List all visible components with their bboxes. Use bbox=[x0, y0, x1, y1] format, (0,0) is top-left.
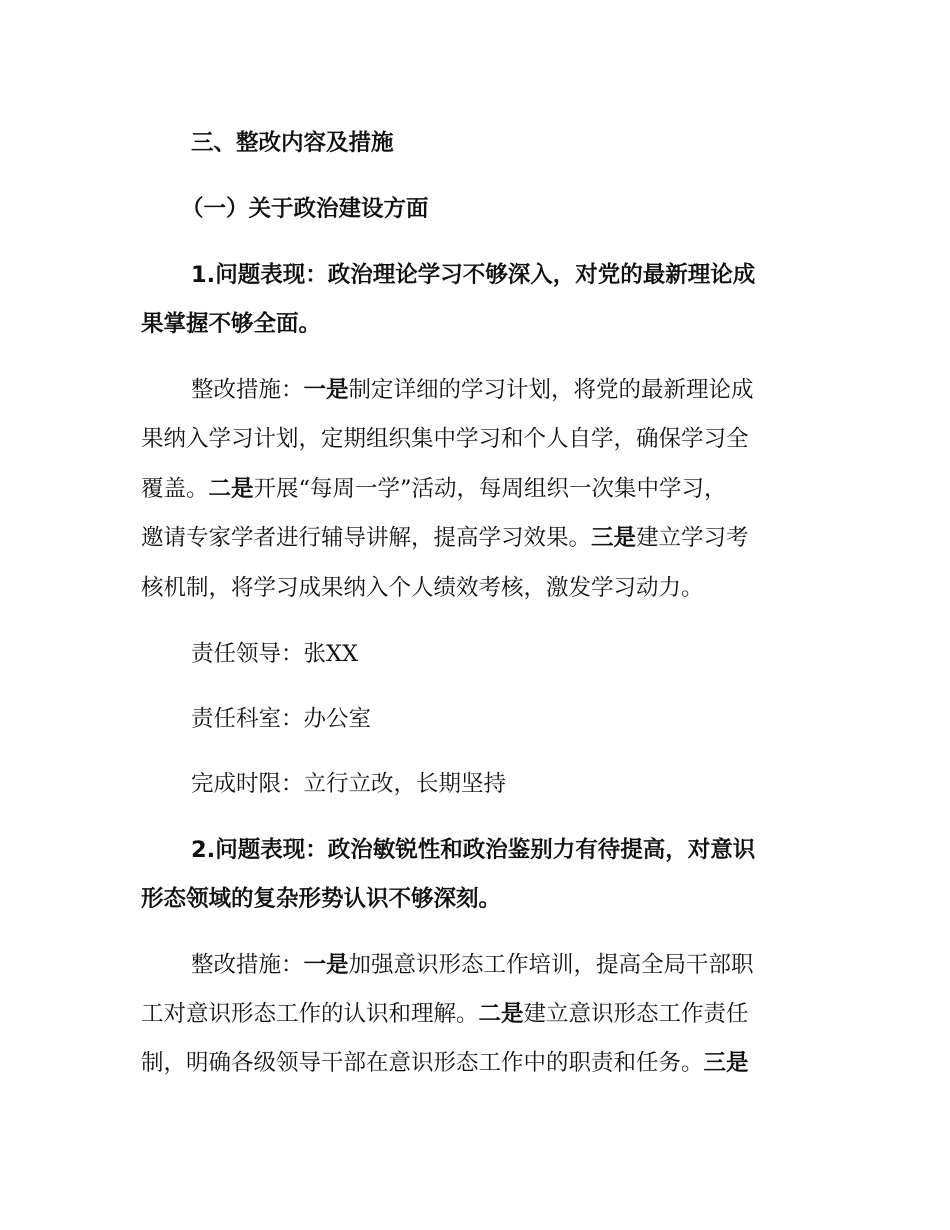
measure-marker-second: 二是 bbox=[478, 1001, 524, 1027]
measure-text: 工对意识形态工作的认识和理解。 bbox=[141, 1001, 479, 1027]
measure-marker-second: 二是 bbox=[208, 476, 254, 502]
item1-responsible-leader: 责任领导：张XX bbox=[191, 641, 359, 667]
item1-deadline: 完成时限：立行立改，长期坚持 bbox=[191, 771, 507, 797]
measure-text: 邀请专家学者进行辅导讲解，提高学习效果。 bbox=[141, 525, 592, 551]
measures-label: 整改措施： bbox=[191, 952, 304, 978]
item1-measures-line: 果纳入学习计划，定期组织集中学习和个人自学，确保学习全 bbox=[141, 426, 749, 452]
measure-text: 建立意识形态工作责任 bbox=[523, 1001, 749, 1027]
item1-measures-line: 核机制，将学习成果纳入个人绩效考核，激发学习动力。 bbox=[141, 575, 704, 601]
measure-text: 制定详细的学习计划，将党的最新理论成 bbox=[348, 377, 754, 403]
item1-measures-line bbox=[141, 473, 727, 505]
measure-text: 制，明确各级领导干部在意识形态工作中的职责和任务。 bbox=[141, 1050, 704, 1076]
item2-problem-line: 形态领域的复杂形势认识不够深刻。 bbox=[141, 886, 502, 912]
item2-measures-line bbox=[191, 949, 754, 981]
measure-text: 加强意识形态工作培训，提高全局干部职 bbox=[348, 952, 754, 978]
section-heading: 三、整改内容及措施 bbox=[191, 130, 394, 156]
item2-problem-line: 2.问题表现：政治敏锐性和政治鉴别力有待提高，对意识 bbox=[191, 837, 756, 863]
item2-measures-line bbox=[141, 998, 749, 1030]
measure-marker-third: 三是 bbox=[703, 1050, 749, 1076]
subsection-heading: （一）关于政治建设方面 bbox=[181, 196, 429, 222]
measure-marker-first: 一是 bbox=[303, 377, 349, 403]
item1-problem-line: 果掌握不够全面。 bbox=[141, 311, 322, 337]
item1-responsible-department: 责任科室：办公室 bbox=[191, 706, 372, 732]
item1-measures-line bbox=[141, 522, 749, 554]
item1-problem-line: 1.问题表现：政治理论学习不够深入，对党的最新理论成 bbox=[191, 262, 756, 288]
measures-label: 整改措施： bbox=[191, 377, 304, 403]
item1-measures-line bbox=[191, 374, 754, 406]
item2-measures-line bbox=[141, 1047, 749, 1079]
measure-marker-third: 三是 bbox=[591, 525, 637, 551]
measure-text: 建立学习考 bbox=[636, 525, 749, 551]
measure-text: 开展“每周一学”活动，每周组织一次集中学习， bbox=[253, 476, 727, 502]
measure-text: 覆盖。 bbox=[141, 476, 209, 502]
measure-marker-first: 一是 bbox=[303, 952, 349, 978]
